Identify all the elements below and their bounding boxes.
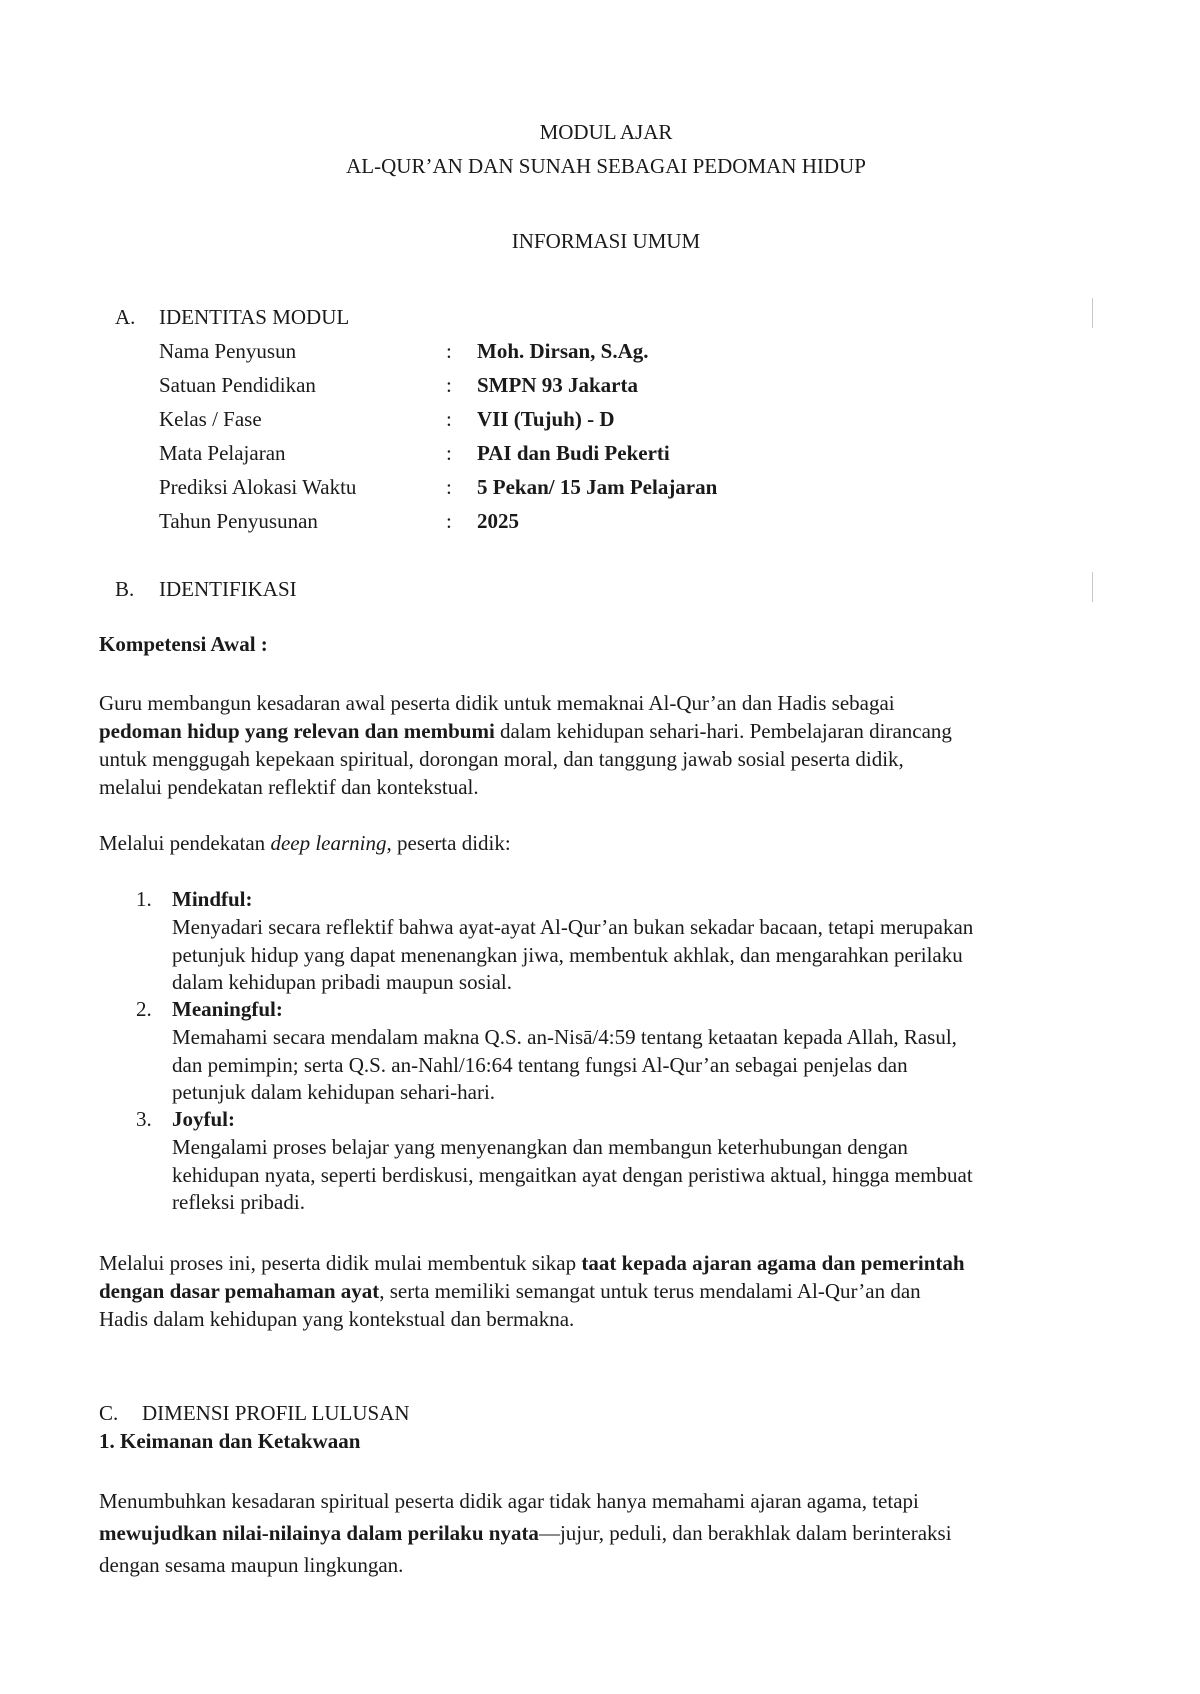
identity-value: SMPN 93 Jakarta xyxy=(477,373,638,397)
section-b-heading: IDENTIFIKASI xyxy=(159,577,297,601)
identity-label: Mata Pelajaran xyxy=(159,441,286,465)
paragraph-line: dan pemimpin; serta Q.S. an-Nahl/16:64 tentang fungsi Al-Qur’an sebagai penjelas dan xyxy=(172,1052,908,1077)
paragraph-line xyxy=(99,1277,1119,1305)
paragraph-line xyxy=(99,717,1119,745)
identity-value: 2025 xyxy=(477,509,519,533)
margin-mark xyxy=(1092,298,1093,328)
paragraph-line: petunjuk hidup yang dapat menenangkan jiwa, membentuk akhlak, dan mengarahkan perilaku xyxy=(172,942,963,967)
text-run: dalam kehidupan sehari-hari. Pembelajaran dirancang xyxy=(494,719,952,743)
paragraph-line: kehidupan nyata, seperti berdiskusi, mengaitkan ayat dengan peristiwa aktual, hingga membuat xyxy=(172,1162,973,1187)
section-c-letter: C. xyxy=(99,1401,119,1425)
identity-colon: : xyxy=(446,475,452,499)
list-item-title: Joyful: xyxy=(172,1107,235,1131)
document-subtitle: AL-QUR’AN DAN SUNAH SEBAGAI PEDOMAN HIDUP xyxy=(346,154,866,178)
identity-label: Prediksi Alokasi Waktu xyxy=(159,475,357,499)
identity-value: Moh. Dirsan, S.Ag. xyxy=(477,339,649,363)
paragraph-line: Menyadari secara reflektif bahwa ayat-ayat Al-Qur’an bukan sekadar bacaan, tetapi merupakan xyxy=(172,915,974,939)
paragraph-line: refleksi pribadi. xyxy=(172,1190,305,1214)
paragraph-line xyxy=(99,829,1119,857)
paragraph-line: Mengalami proses belajar yang menyenangkan dan membangun keterhubungan dengan xyxy=(172,1135,908,1159)
identity-label: Satuan Pendidikan xyxy=(159,373,316,397)
identity-colon: : xyxy=(446,407,452,431)
identity-label: Tahun Penyusunan xyxy=(159,509,318,533)
paragraph-line: dengan sesama maupun lingkungan. xyxy=(99,1553,404,1577)
paragraph-line: Hadis dalam kehidupan yang kontekstual dan bermakna. xyxy=(99,1307,575,1331)
identity-label: Nama Penyusun xyxy=(159,339,297,363)
bold-phrase: pedoman hidup yang relevan dan membumi xyxy=(99,719,495,743)
text-run: , peserta didik: xyxy=(386,831,511,855)
section-general-info-title: INFORMASI UMUM xyxy=(511,229,701,253)
paragraph-line: untuk menggugah kepekaan spiritual, dorongan moral, dan tanggung jawab sosial peserta didik, xyxy=(99,747,904,771)
identity-value: VII (Tujuh) - D xyxy=(477,407,615,431)
section-a-heading: IDENTITAS MODUL xyxy=(159,305,350,329)
identity-colon: : xyxy=(446,509,452,533)
paragraph-line: Guru membangun kesadaran awal peserta didik untuk memaknai Al-Qur’an dan Hadis sebagai xyxy=(99,691,895,715)
document-title: MODUL AJAR xyxy=(539,120,673,144)
deep-learning-intro xyxy=(99,829,1119,857)
italic-phrase: deep learning xyxy=(270,831,387,855)
paragraph-line: Memahami secara mendalam makna Q.S. an-Nisā/4:59 tentang ketaatan kepada Allah, Rasul, xyxy=(172,1025,957,1049)
list-item-body xyxy=(172,1024,957,1107)
list-item-body xyxy=(172,914,973,997)
list-item-title: Mindful: xyxy=(172,887,253,911)
paragraph-line: melalui pendekatan reflektif dan kontekstual. xyxy=(99,775,479,799)
kompetensi-awal-label: Kompetensi Awal : xyxy=(99,632,268,656)
paragraph-line: dalam kehidupan pribadi maupun sosial. xyxy=(172,970,513,994)
identity-value: 5 Pekan/ 15 Jam Pelajaran xyxy=(477,475,718,499)
section-a-letter: A. xyxy=(115,305,136,329)
section-c-heading: DIMENSI PROFIL LULUSAN xyxy=(142,1401,410,1425)
paragraph-line xyxy=(99,1517,1119,1549)
text-run: Melalui proses ini, peserta didik mulai membentuk sikap xyxy=(99,1251,582,1275)
section-b-letter: B. xyxy=(115,577,135,601)
profile-paragraph xyxy=(99,1485,1119,1581)
text-run: Melalui pendekatan xyxy=(99,831,271,855)
summary-paragraph xyxy=(99,1249,1119,1333)
identity-label: Kelas / Fase xyxy=(159,407,262,431)
list-item-title: Meaningful: xyxy=(172,997,283,1021)
identity-colon: : xyxy=(446,339,452,363)
kompetensi-paragraph xyxy=(99,689,1119,801)
paragraph-line: Menumbuhkan kesadaran spiritual peserta didik agar tidak hanya memahami ajaran agama, tetapi xyxy=(99,1489,919,1513)
identity-colon: : xyxy=(446,441,452,465)
identity-value: PAI dan Budi Pekerti xyxy=(477,441,670,465)
bold-phrase: mewujudkan nilai-nilainya dalam perilaku nyata xyxy=(99,1521,539,1545)
list-item-body xyxy=(172,1134,973,1217)
list-number: 3. xyxy=(136,1107,152,1131)
margin-mark xyxy=(1092,572,1093,602)
profile-dimension-heading: 1. Keimanan dan Ketakwaan xyxy=(99,1429,361,1453)
bold-phrase: dengan dasar pemahaman ayat xyxy=(99,1279,380,1303)
list-number: 2. xyxy=(136,997,152,1021)
bold-phrase: taat kepada ajaran agama dan pemerintah xyxy=(581,1251,965,1275)
list-number: 1. xyxy=(136,887,152,911)
text-run: , serta memiliki semangat untuk terus mendalami Al-Qur’an dan xyxy=(379,1279,921,1303)
text-run: —jujur, peduli, dan berakhlak dalam berinteraksi xyxy=(538,1521,952,1545)
paragraph-line xyxy=(99,1249,1119,1277)
paragraph-line: petunjuk dalam kehidupan sehari-hari. xyxy=(172,1080,496,1104)
identity-colon: : xyxy=(446,373,452,397)
